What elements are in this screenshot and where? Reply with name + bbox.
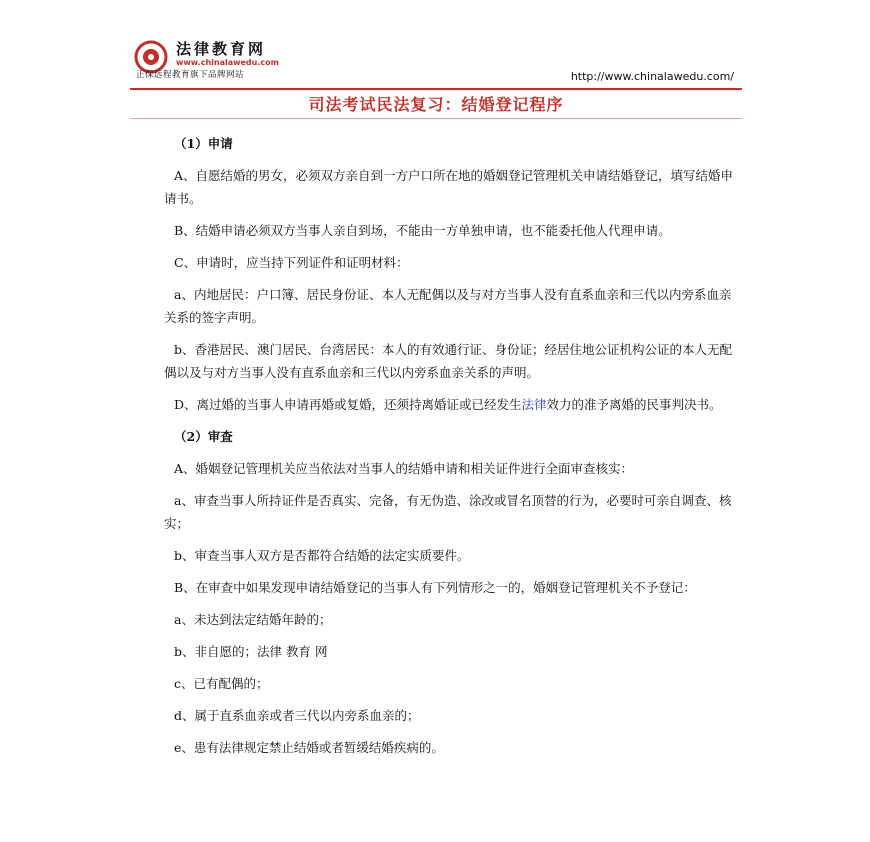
paragraph <box>164 393 742 416</box>
paragraph: b、香港居民、澳门居民、台湾居民：本人的有效通行证、身份证；经居住地公证机构公证的本人无配偶以及与对方当事人没有直系血亲和三代以内旁系血亲关系的声明。 <box>164 342 733 380</box>
section-heading-review: （2）审查 <box>174 429 233 444</box>
law-link[interactable]: 法律 <box>521 397 547 412</box>
paragraph: C、申请时，应当持下列证件和证明材料： <box>174 255 409 270</box>
paragraph-text: 效力的准予离婚的民事判决书。 <box>546 397 722 412</box>
logo-slogan: 正保远程教育旗下品牌网站 <box>136 70 245 80</box>
paragraph: b、非自愿的；法律 教育 网 <box>174 644 328 659</box>
section-heading-apply: （1）申请 <box>174 136 233 151</box>
article-body <box>164 132 742 768</box>
paragraph-text: D、离过婚的当事人申请再婚或复婚，还须持离婚证或已经发生 <box>174 397 522 412</box>
header-divider <box>130 88 742 90</box>
page-header <box>130 36 742 88</box>
logo-url: www.chinalawedu.com <box>176 58 279 67</box>
paragraph: c、已有配偶的； <box>174 676 269 691</box>
page-title: 司法考试民法复习：结婚登记程序 <box>308 95 564 114</box>
paragraph: e、患有法律规定禁止结婚或者暂缓结婚疾病的。 <box>174 740 444 755</box>
paragraph: d、属于直系血亲或者三代以内旁系血亲的； <box>174 708 420 723</box>
paragraph: A、婚姻登记管理机关应当依法对当事人的结婚申请和相关证件进行全面审查核实： <box>174 461 634 476</box>
paragraph: a、未达到法定结婚年龄的； <box>174 612 332 627</box>
title-divider <box>130 118 742 119</box>
paragraph: b、审查当事人双方是否都符合结婚的法定实质要件。 <box>174 548 470 563</box>
paragraph: a、审查当事人所持证件是否真实、完备，有无伪造、涂改或冒名顶替的行为，必要时可亲自调查、核实； <box>164 493 732 531</box>
paragraph: A、自愿结婚的男女，必须双方亲自到一方户口所在地的婚姻登记管理机关申请结婚登记，填写结婚申请书。 <box>164 168 734 206</box>
paragraph: a、内地居民：户口簿、居民身份证、本人无配偶以及与对方当事人没有直系血亲和三代以内旁系血亲关系的签字声明。 <box>164 287 732 325</box>
site-url-link[interactable]: http://www.chinalawedu.com/ <box>570 70 734 83</box>
logo-name: 法律教育网 <box>176 40 267 58</box>
paragraph: B、在审查中如果发现申请结婚登记的当事人有下列情形之一的，婚姻登记管理机关不予登记： <box>174 580 696 595</box>
paragraph: B、结婚申请必须双方当事人亲自到场，不能由一方单独申请，也不能委托他人代理申请。 <box>174 223 671 238</box>
